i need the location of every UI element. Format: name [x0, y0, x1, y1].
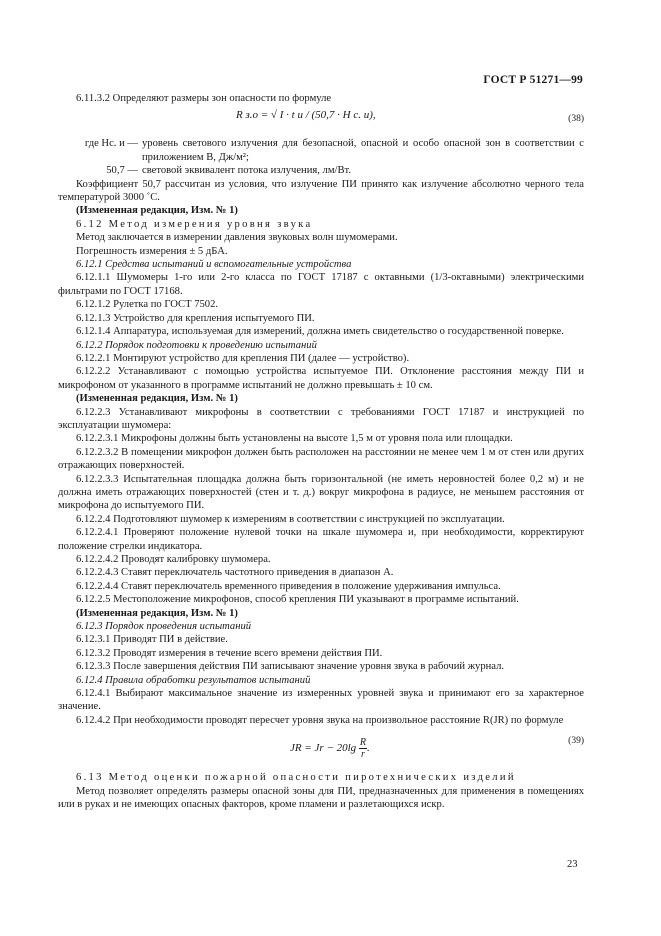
paragraph: 6.12.2.3.1 Микрофоны должны быть установлены на высоте 1,5 м от уровня пола или площадки. [76, 433, 513, 445]
page-number: 23 [567, 859, 578, 870]
subsection-title: 6.12.3 Порядок проведения испытаний [76, 621, 252, 633]
paragraph: 6.12.1.4 Аппаратура, используемая для измерений, должна иметь свидетельство о государственной поверке. [76, 326, 564, 338]
formula-expression [290, 737, 370, 760]
definition-text: уровень светового излучения для безопасной, опасной и особо опасной зон в соответствии с приложением В, Дж/м²; [142, 138, 584, 163]
paragraph: 6.12.2.3.2 В помещении микрофон должен быть расположен на расстоянии не менее чем 1 м от стен или других отражающих поверхностей. [58, 446, 584, 472]
paragraph: 6.12.2.2 Устанавливают с помощью устройства испытуемое ПИ. Отклонение расстояния между ПИ и микрофоном от указанного в программе испытаний не должно превышать ± 10 см. [58, 366, 584, 391]
paragraph: 6.12.4.2 При необходимости проводят пересчет уровня звука на произвольное расстояние R(JR) по формуле [76, 714, 564, 726]
formula-lhs: JR = Jr − 20lg [290, 742, 357, 755]
definition-text: световой эквивалент потока излучения, лм/Вт. [142, 165, 352, 177]
definition-label: 50,7 — [106, 165, 138, 177]
paragraph: 6.12.3.3 После завершения действия ПИ записывают значение уровня звука в рабочий журнал. [76, 661, 505, 673]
paragraph: Метод позволяет определять размеры опасной зоны для ПИ, предназначенных для применения в помещениях или в руках и не имеющих опасных факторов, кроме пламени и разлетающихся искр. [58, 785, 584, 811]
formula-number: (38) [568, 114, 584, 125]
paragraph: 6.12.1.2 Рулетка по ГОСТ 7502. [76, 299, 219, 311]
paragraph: 6.12.3.2 Проводят измерения в течение всего времени действия ПИ. [76, 647, 383, 659]
formula-tail: . [367, 742, 370, 755]
paragraph: 6.12.1.3 Устройство для крепления испытуемого ПИ. [76, 312, 315, 324]
subsection-title: 6.12.2 Порядок подготовки к проведению испытаний [76, 339, 317, 351]
fraction-numerator: R [359, 737, 367, 749]
paragraph: 6.12.4.1 Выбирают максимальное значение из измеренных уровней звука и принимают его за характерное значение. [58, 688, 584, 713]
formula-expression: R з.о = √ I · t и / (50,7 · H с. и), [236, 109, 376, 122]
section-title: 6.12 Метод измерения уровня звука [76, 218, 313, 230]
formula-39 [58, 731, 584, 763]
paragraph: Метод заключается в измерении давления звуковых волн шумомерами. [76, 232, 398, 244]
paragraph: 6.12.2.4 Подготовляют шумомер к измерениям в соответствии с инструкцией по эксплуатации. [76, 513, 505, 525]
paragraph: 6.12.2.3 Устанавливают микрофоны в соответствии с требованиями ГОСТ 17187 и инструкцией по эксплуатации шумомера: [58, 406, 584, 431]
paragraph: 6.12.2.4.4 Ставят переключатель временного приведения в положение удерживания импульса. [76, 580, 501, 592]
document-body [58, 92, 584, 812]
fraction [359, 737, 367, 760]
paragraph: 6.12.2.1 Монтируют устройство для крепления ПИ (далее — устройство). [76, 352, 410, 364]
fraction-denominator: r [361, 749, 365, 761]
definition-label: где Hс. и — [84, 138, 138, 150]
paragraph: 6.12.1.1 Шумомеры 1-го или 2-го класса по ГОСТ 17187 с октавными (1/3-октавными) электрическими фильтрами по ГОСТ 17168. [58, 272, 584, 297]
paragraph: 6.12.2.4.2 Проводят калибровку шумомера. [76, 554, 271, 565]
subsection-title: 6.12.4 Правила обработки результатов испытаний [76, 674, 311, 686]
definition-row [58, 137, 584, 164]
paragraph: Коэффициент 50,7 рассчитан из условия, что излучение ПИ принято как излучение абсолютно черного тела температурой 3000 ˚С. [58, 178, 584, 204]
formula-38 [58, 107, 584, 131]
change-note: (Измененная редакция, Изм. № 1) [76, 607, 238, 619]
change-note: (Измененная редакция, Изм. № 1) [76, 205, 238, 217]
definitions [58, 137, 584, 177]
section-title: 6.13 Метод оценки пожарной опасности пиротехнических изделий [76, 772, 516, 784]
paragraph: 6.11.3.2 Определяют размеры зон опасности по формуле [76, 93, 332, 104]
change-note: (Измененная редакция, Изм. № 1) [76, 393, 238, 405]
formula-number: (39) [568, 736, 584, 747]
paragraph: 6.12.2.4.1 Проверяют положение нулевой точки на шкале шумомера и, при необходимости, корректируют положение стрелки индикатора. [58, 527, 584, 552]
subsection-title: 6.12.1 Средства испытаний и вспомогательные устройства [76, 259, 352, 271]
paragraph: Погрешность измерения ± 5 дБА. [76, 245, 228, 257]
definition-row [58, 164, 584, 177]
standard-header: ГОСТ Р 51271—99 [483, 74, 583, 86]
paragraph: 6.12.2.4.3 Ставят переключатель частотного приведения в диапазон А. [76, 567, 394, 579]
paragraph: 6.12.3.1 Приводят ПИ в действие. [76, 634, 228, 646]
paragraph: 6.12.2.5 Местоположение микрофонов, способ крепления ПИ указывают в программе испытаний. [76, 594, 519, 606]
paragraph: 6.12.2.3.3 Испытательная площадка должна быть горизонтальной (не иметь неровностей более 0,2 м) и не должна иметь отражающих поверхностей (стен и т. д.) вокруг микрофона в радиусе, не меньшем расстояния от микрофона до испытуемого ПИ. [58, 473, 584, 512]
